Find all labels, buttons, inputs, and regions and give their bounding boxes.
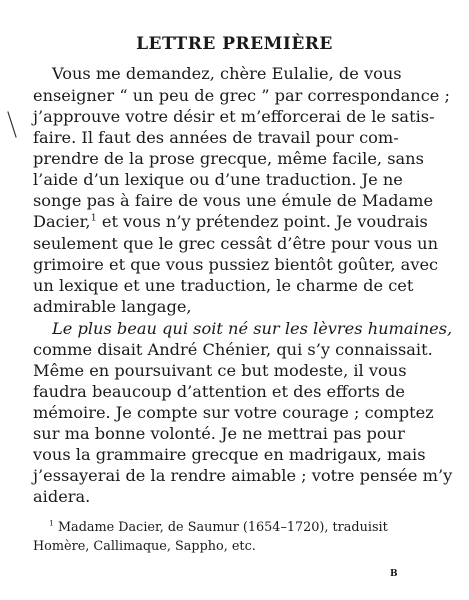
margin-pencil-mark — [5, 110, 19, 140]
text-line: un lexique et une traduction, le charme de cet — [33, 276, 414, 295]
text-line — [33, 214, 428, 230]
text-line: seulement que le grec cessât d’être pour vous un — [33, 234, 439, 253]
text-line: songe pas à faire de vous une émule de Madame — [33, 191, 434, 210]
text-line: vous la grammaire grecque en madrigaux, mais — [33, 445, 426, 464]
footnote-text: Madame Dacier, de Saumur (1654–1720), traduisit — [53, 520, 388, 535]
text-line: prendre de la prose grecque, même facile, sans — [33, 149, 424, 168]
text-line: Même en poursuivant ce but modeste, il vous — [33, 361, 407, 380]
text-line: mémoire. Je compte sur votre courage ; comptez — [33, 403, 434, 422]
text-line: j’essayerai de la rendre aimable ; votre pensée m’y — [33, 466, 453, 485]
text-segment: Dacier, — [33, 212, 91, 231]
text-line: grimoire et que vous pussiez bientôt goûter, avec — [33, 255, 439, 274]
footnote-line: Homère, Callimaque, Sappho, etc. — [33, 539, 256, 554]
signature-mark: B — [390, 569, 398, 579]
text-line: enseigner “ un peu de grec ” par correspondance ; — [33, 86, 450, 105]
text-segment: et vous n’y prétendez point. Je voudrais — [96, 212, 428, 231]
text-line: aidera. — [33, 487, 91, 506]
text-line: faudra beaucoup d’attention et des efforts de — [33, 382, 405, 401]
text-line: l’aide d’un lexique ou d’une traduction. Je ne — [33, 170, 403, 189]
quotation-line: Le plus beau qui soit né sur les lèvres humaines, — [52, 319, 453, 338]
text-line: Vous me demandez, chère Eulalie, de vous — [52, 64, 402, 83]
chapter-title: LETTRE PREMIÈRE — [136, 34, 333, 54]
text-line: comme disait André Chénier, qui s’y connaissait. — [33, 340, 433, 359]
text-line: sur ma bonne volonté. Je ne mettrai pas pour — [33, 424, 405, 443]
footnote-marker: 1 — [49, 518, 54, 528]
text-line: admirable langage, — [33, 297, 192, 316]
footnote-reference: 1 — [90, 212, 97, 224]
footnote-line — [49, 520, 388, 535]
text-line: j’approuve votre désir et m’efforcerai de le satis- — [33, 107, 435, 126]
text-line: faire. Il faut des années de travail pour com- — [33, 128, 399, 147]
